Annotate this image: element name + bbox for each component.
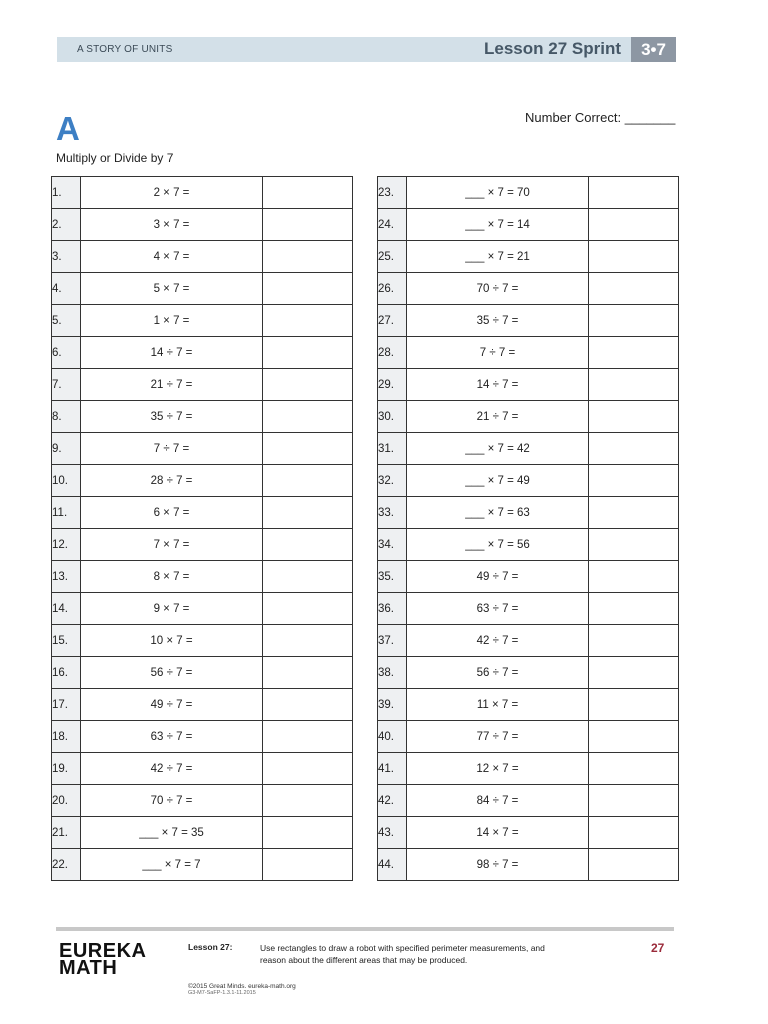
problem-number: 9.: [52, 433, 81, 465]
problem-number: 13.: [52, 561, 81, 593]
problem-table-right: [377, 176, 679, 881]
problem-text: ___ × 7 = 35: [81, 817, 263, 849]
problem-row: [52, 625, 353, 657]
problem-row: [52, 337, 353, 369]
answer-cell[interactable]: [589, 177, 679, 209]
problem-text: 7 × 7 =: [81, 529, 263, 561]
problem-text: ___ × 7 = 21: [407, 241, 589, 273]
answer-cell[interactable]: [589, 401, 679, 433]
answer-cell[interactable]: [263, 593, 353, 625]
problem-row: [52, 561, 353, 593]
problem-text: ___ × 7 = 42: [407, 433, 589, 465]
problem-text: 14 × 7 =: [407, 817, 589, 849]
answer-cell[interactable]: [263, 241, 353, 273]
problem-row: [378, 401, 679, 433]
problem-number: 31.: [378, 433, 407, 465]
problem-row: [52, 817, 353, 849]
problem-text: 10 × 7 =: [81, 625, 263, 657]
answer-cell[interactable]: [589, 625, 679, 657]
problem-row: [378, 177, 679, 209]
sprint-letter: A: [56, 110, 80, 147]
problem-text: 11 × 7 =: [407, 689, 589, 721]
problem-number: 35.: [378, 561, 407, 593]
problem-text: 77 ÷ 7 =: [407, 721, 589, 753]
problem-text: 70 ÷ 7 =: [407, 273, 589, 305]
eureka-math-logo: [59, 940, 147, 979]
number-correct-field: Number Correct: _______: [525, 110, 676, 125]
problem-row: [378, 849, 679, 881]
answer-cell[interactable]: [589, 241, 679, 273]
answer-cell[interactable]: [589, 561, 679, 593]
problem-text: ___ × 7 = 7: [81, 849, 263, 881]
answer-cell[interactable]: [589, 753, 679, 785]
copyright-text: ©2015 Great Minds. eureka-math.org: [188, 983, 296, 990]
problem-number: 11.: [52, 497, 81, 529]
answer-cell[interactable]: [263, 177, 353, 209]
answer-cell[interactable]: [589, 433, 679, 465]
answer-cell[interactable]: [589, 465, 679, 497]
problem-text: 7 ÷ 7 =: [407, 337, 589, 369]
problem-row: [378, 721, 679, 753]
problem-row: [52, 433, 353, 465]
problem-row: [378, 369, 679, 401]
problem-text: 7 ÷ 7 =: [81, 433, 263, 465]
answer-cell[interactable]: [263, 465, 353, 497]
problem-text: 3 × 7 =: [81, 209, 263, 241]
logo-line-1: EUREKA: [59, 940, 147, 962]
problem-row: [52, 273, 353, 305]
problem-number: 19.: [52, 753, 81, 785]
answer-cell[interactable]: [263, 273, 353, 305]
problem-text: 35 ÷ 7 =: [81, 401, 263, 433]
problem-row: [378, 209, 679, 241]
answer-cell[interactable]: [263, 209, 353, 241]
problem-row: [52, 209, 353, 241]
problem-number: 39.: [378, 689, 407, 721]
problem-number: 14.: [52, 593, 81, 625]
problem-number: 33.: [378, 497, 407, 529]
problem-row: [52, 785, 353, 817]
problem-text: 9 × 7 =: [81, 593, 263, 625]
problem-row: [52, 177, 353, 209]
problem-text: 98 ÷ 7 =: [407, 849, 589, 881]
problem-number: 43.: [378, 817, 407, 849]
problem-number: 4.: [52, 273, 81, 305]
problem-number: 6.: [52, 337, 81, 369]
problem-row: [52, 369, 353, 401]
document-code: G3-M7-SaFP-1.3.1-11.2015: [188, 990, 256, 996]
problem-row: [52, 241, 353, 273]
answer-cell[interactable]: [589, 785, 679, 817]
problem-text: 70 ÷ 7 =: [81, 785, 263, 817]
problem-row: [378, 817, 679, 849]
logo-line-2: MATH: [59, 957, 118, 979]
problem-table-left: [51, 176, 353, 881]
answer-cell[interactable]: [263, 817, 353, 849]
answer-cell[interactable]: [263, 401, 353, 433]
answer-cell[interactable]: [263, 689, 353, 721]
problem-number: 37.: [378, 625, 407, 657]
problem-row: [52, 465, 353, 497]
problem-text: 56 ÷ 7 =: [81, 657, 263, 689]
answer-cell[interactable]: [589, 657, 679, 689]
problem-number: 25.: [378, 241, 407, 273]
problem-row: [378, 593, 679, 625]
problem-row: [52, 529, 353, 561]
problem-text: 21 ÷ 7 =: [407, 401, 589, 433]
problem-number: 41.: [378, 753, 407, 785]
answer-cell[interactable]: [589, 593, 679, 625]
problem-row: [378, 305, 679, 337]
problem-text: 49 ÷ 7 =: [81, 689, 263, 721]
problem-number: 15.: [52, 625, 81, 657]
problem-number: 21.: [52, 817, 81, 849]
answer-cell[interactable]: [263, 305, 353, 337]
problem-row: [378, 497, 679, 529]
problem-number: 22.: [52, 849, 81, 881]
answer-cell[interactable]: [263, 849, 353, 881]
answer-cell[interactable]: [589, 817, 679, 849]
problem-text: 63 ÷ 7 =: [81, 721, 263, 753]
answer-cell[interactable]: [263, 657, 353, 689]
problem-text: 84 ÷ 7 =: [407, 785, 589, 817]
answer-cell[interactable]: [263, 433, 353, 465]
series-title: A STORY OF UNITS: [77, 44, 173, 55]
problem-text: 8 × 7 =: [81, 561, 263, 593]
problem-row: [378, 625, 679, 657]
problem-number: 1.: [52, 177, 81, 209]
problem-row: [52, 657, 353, 689]
header-banner: [57, 37, 676, 62]
answer-cell[interactable]: [589, 305, 679, 337]
problem-text: 12 × 7 =: [407, 753, 589, 785]
problem-text: 42 ÷ 7 =: [81, 753, 263, 785]
problem-row: [52, 401, 353, 433]
problem-row: [378, 529, 679, 561]
problem-text: 2 × 7 =: [81, 177, 263, 209]
problem-number: 36.: [378, 593, 407, 625]
problem-row: [378, 657, 679, 689]
answer-cell[interactable]: [589, 337, 679, 369]
problem-row: [378, 753, 679, 785]
problem-number: 40.: [378, 721, 407, 753]
problem-text: 63 ÷ 7 =: [407, 593, 589, 625]
answer-cell[interactable]: [589, 689, 679, 721]
problem-row: [52, 497, 353, 529]
problem-text: 14 ÷ 7 =: [407, 369, 589, 401]
problem-text: 14 ÷ 7 =: [81, 337, 263, 369]
problem-number: 8.: [52, 401, 81, 433]
problem-row: [378, 465, 679, 497]
answer-cell[interactable]: [589, 849, 679, 881]
grade-module-badge: 3•7: [631, 37, 676, 62]
problem-text: 21 ÷ 7 =: [81, 369, 263, 401]
problem-text: 28 ÷ 7 =: [81, 465, 263, 497]
problem-number: 32.: [378, 465, 407, 497]
problem-text: 1 × 7 =: [81, 305, 263, 337]
answer-cell[interactable]: [589, 721, 679, 753]
problem-text: ___ × 7 = 70: [407, 177, 589, 209]
problem-number: 3.: [52, 241, 81, 273]
answer-cell[interactable]: [589, 273, 679, 305]
problem-row: [52, 721, 353, 753]
answer-cell[interactable]: [263, 753, 353, 785]
problem-row: [52, 689, 353, 721]
problem-row: [52, 593, 353, 625]
problem-number: 34.: [378, 529, 407, 561]
problem-row: [378, 433, 679, 465]
answer-cell[interactable]: [263, 497, 353, 529]
problem-number: 38.: [378, 657, 407, 689]
problem-number: 16.: [52, 657, 81, 689]
lesson-title: Lesson 27 Sprint: [484, 39, 621, 58]
problem-row: [378, 273, 679, 305]
sprint-instructions: Multiply or Divide by 7: [56, 151, 174, 165]
answer-cell[interactable]: [263, 561, 353, 593]
answer-cell[interactable]: [589, 529, 679, 561]
problem-row: [378, 337, 679, 369]
problem-text: ___ × 7 = 56: [407, 529, 589, 561]
footer-divider: [56, 927, 674, 931]
problem-number: 27.: [378, 305, 407, 337]
problem-text: 49 ÷ 7 =: [407, 561, 589, 593]
page-number: 27: [651, 941, 665, 955]
problem-number: 28.: [378, 337, 407, 369]
problem-number: 29.: [378, 369, 407, 401]
problem-number: 2.: [52, 209, 81, 241]
problem-number: 7.: [52, 369, 81, 401]
problem-number: 42.: [378, 785, 407, 817]
problem-row: [378, 241, 679, 273]
problem-text: ___ × 7 = 49: [407, 465, 589, 497]
answer-cell[interactable]: [263, 785, 353, 817]
answer-cell[interactable]: [263, 529, 353, 561]
problem-text: 4 × 7 =: [81, 241, 263, 273]
problem-row: [378, 561, 679, 593]
problem-number: 12.: [52, 529, 81, 561]
problem-number: 44.: [378, 849, 407, 881]
problem-number: 17.: [52, 689, 81, 721]
problem-row: [52, 305, 353, 337]
answer-cell[interactable]: [263, 721, 353, 753]
problem-number: 23.: [378, 177, 407, 209]
lesson-label: Lesson 27:: [188, 942, 233, 952]
problem-text: 6 × 7 =: [81, 497, 263, 529]
answer-cell[interactable]: [589, 209, 679, 241]
problem-text: 35 ÷ 7 =: [407, 305, 589, 337]
answer-cell[interactable]: [589, 369, 679, 401]
answer-cell[interactable]: [589, 497, 679, 529]
problem-number: 24.: [378, 209, 407, 241]
problem-row: [378, 689, 679, 721]
lesson-description: Use rectangles to draw a robot with specified perimeter measurements, and reason about the different areas that may be produced.: [260, 943, 545, 965]
answer-cell[interactable]: [263, 369, 353, 401]
problem-number: 5.: [52, 305, 81, 337]
problem-text: 56 ÷ 7 =: [407, 657, 589, 689]
problem-text: 5 × 7 =: [81, 273, 263, 305]
problem-number: 10.: [52, 465, 81, 497]
problem-number: 30.: [378, 401, 407, 433]
problem-number: 20.: [52, 785, 81, 817]
problem-text: 42 ÷ 7 =: [407, 625, 589, 657]
answer-cell[interactable]: [263, 337, 353, 369]
problem-number: 26.: [378, 273, 407, 305]
problem-row: [52, 849, 353, 881]
problem-row: [378, 785, 679, 817]
problem-text: ___ × 7 = 14: [407, 209, 589, 241]
answer-cell[interactable]: [263, 625, 353, 657]
problem-text: ___ × 7 = 63: [407, 497, 589, 529]
problem-number: 18.: [52, 721, 81, 753]
problem-row: [52, 753, 353, 785]
